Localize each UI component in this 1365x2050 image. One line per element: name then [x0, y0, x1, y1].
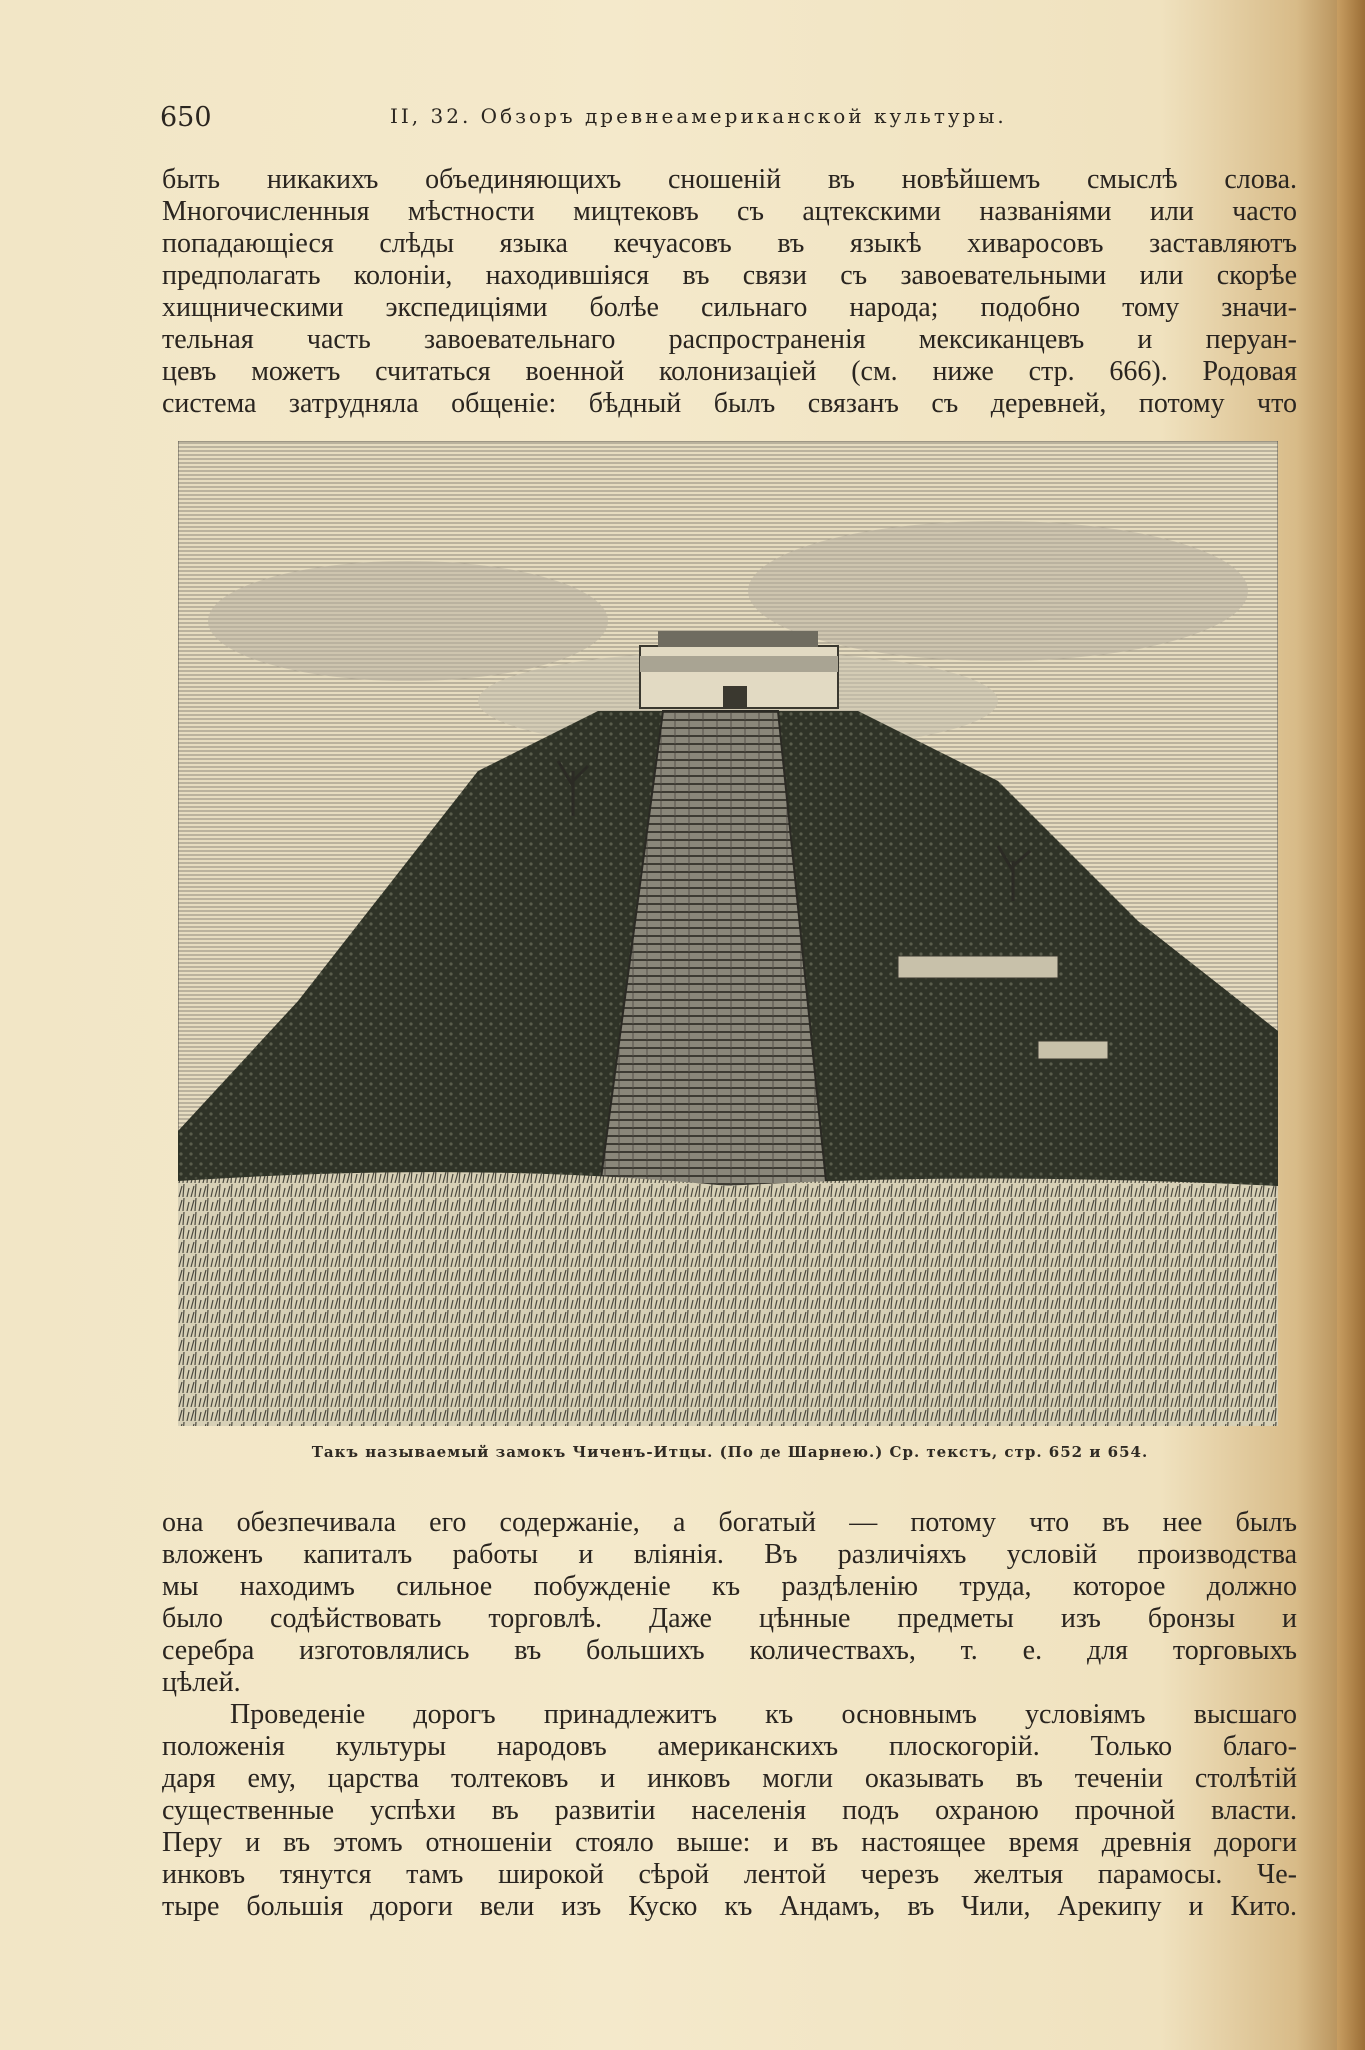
- text-line: было содѣйствовать торговлѣ. Даже цѣнные предметы изъ бронзы и: [162, 1603, 1297, 1634]
- text-line: хищническими экспедиціями болѣе сильнаго народа; подобно тому значи-: [162, 292, 1297, 323]
- text-line: цѣлей.: [162, 1667, 241, 1698]
- text-line: даря ему, царства толтековъ и инковъ могли оказывать въ теченіи столѣтій: [162, 1763, 1297, 1794]
- text-line: мы находимъ сильное побужденіе къ раздѣленію труда, которое должно: [162, 1571, 1297, 1602]
- text-line: цевъ можетъ считаться военной колонизаціей (см. ниже стр. 666). Родовая: [162, 356, 1297, 387]
- running-head: II, 32. Обзоръ древнеамериканской культуры.: [390, 104, 1007, 128]
- text-block-top: [162, 164, 1297, 420]
- text-line: быть никакихъ объединяющихъ сношеній въ новѣйшемъ смыслѣ слова.: [162, 164, 1297, 195]
- page-number: 650: [160, 102, 212, 133]
- text-line: она обезпечивала его содержаніе, а богатый — потому что въ нее былъ: [162, 1507, 1297, 1538]
- text-line: система затрудняла общеніе: бѣдный былъ связанъ съ деревней, потому что: [162, 388, 1297, 419]
- paragraph: [162, 1507, 1297, 1699]
- page-header: [160, 102, 1300, 142]
- text-line: серебра изготовлялись въ большихъ количествахъ, т. е. для торговыхъ: [162, 1635, 1297, 1666]
- text-line: Проведеніе дорогъ принадлежитъ къ основнымъ условіямъ высшаго: [230, 1699, 1297, 1730]
- text-line: положенія культуры народовъ американскихъ плоскогорій. Только благо-: [162, 1731, 1297, 1762]
- page-edge: [1337, 0, 1365, 2050]
- engraving-illustration: [178, 441, 1278, 1426]
- text-line: Многочисленныя мѣстности мицтековъ съ ацтекскими названіями или часто: [162, 196, 1297, 227]
- text-line: попадающіеся слѣды языка кечуасовъ въ языкѣ хиваросовъ заставляютъ: [162, 228, 1297, 259]
- paragraph: [162, 164, 1297, 420]
- text-line: существенные успѣхи въ развитіи населенія подъ охраною прочной власти.: [162, 1795, 1297, 1826]
- text-line: инковъ тянутся тамъ широкой сѣрой лентой черезъ желтыя парамосы. Че-: [162, 1859, 1297, 1890]
- paragraph: [162, 1699, 1297, 1923]
- figure-caption: Такъ называемый замокъ Чиченъ-Итцы. (По де Шарнею.) Ср. текстъ, стр. 652 и 654.: [311, 1443, 1149, 1461]
- text-line: тыре большія дороги вели изъ Куско къ Андамъ, въ Чили, Арекипу и Кито.: [162, 1891, 1297, 1922]
- text-line: тельная часть завоевательнаго распространенія мексиканцевъ и перуан-: [162, 324, 1297, 355]
- text-line: Перу и въ этомъ отношеніи стояло выше: и въ настоящее время древнія дороги: [162, 1827, 1297, 1858]
- text-line: вложенъ капиталъ работы и вліянія. Въ различіяхъ условій производства: [162, 1539, 1297, 1570]
- text-line: предполагать колоніи, находившіяся въ связи съ завоевательными или скорѣе: [162, 260, 1297, 291]
- text-block-bottom: [162, 1507, 1297, 1923]
